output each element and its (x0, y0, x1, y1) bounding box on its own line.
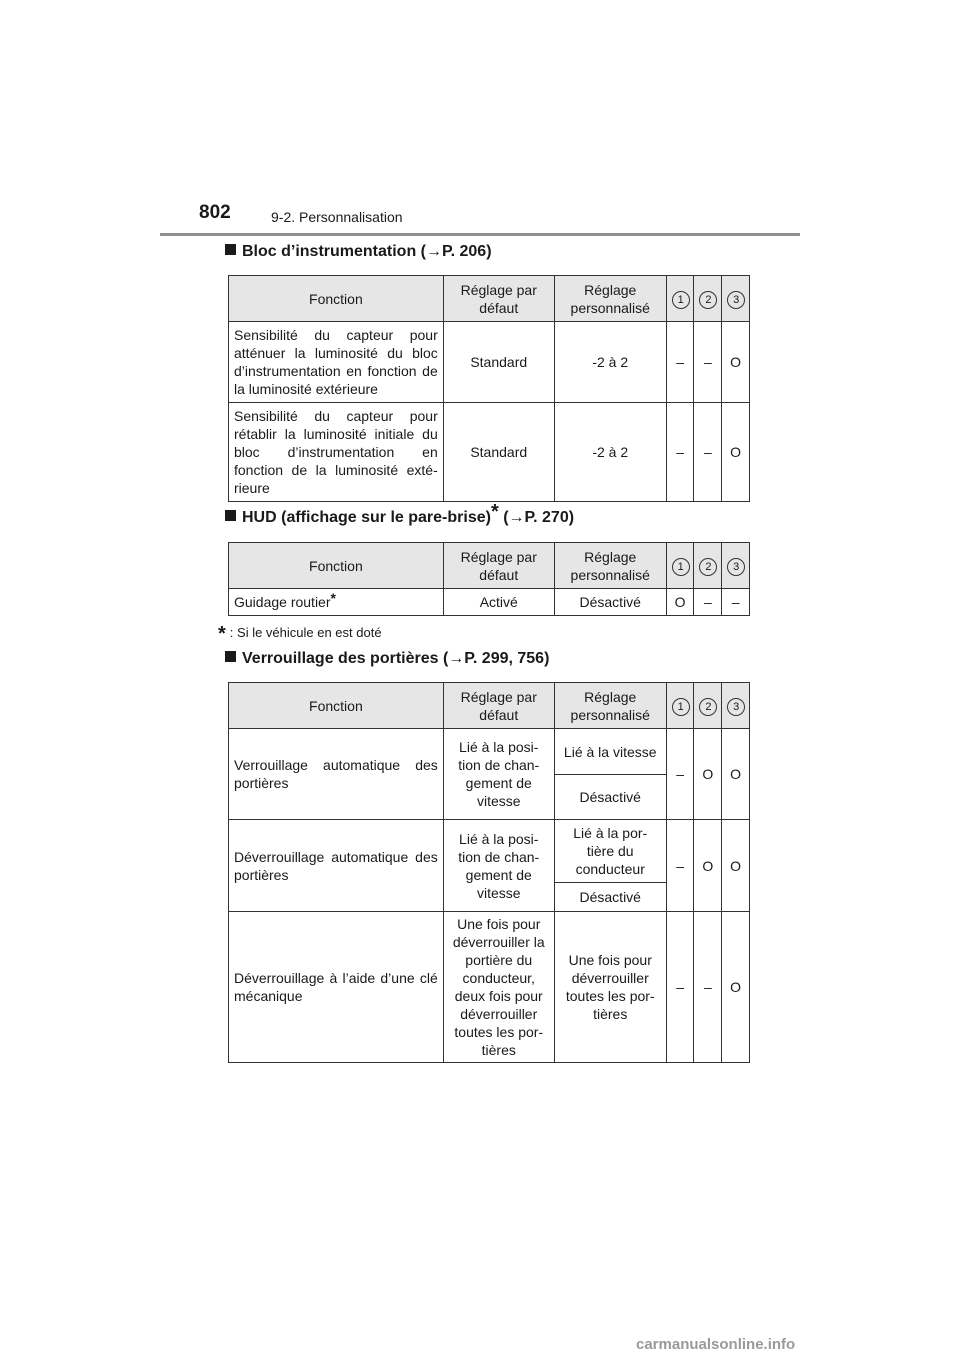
circled-number-2-icon: 2 (699, 558, 717, 576)
method-3-cell: O (722, 403, 750, 502)
header-rule (160, 233, 800, 236)
method-1-cell: – (666, 729, 694, 820)
table-row (229, 403, 750, 502)
table-row (229, 912, 750, 1063)
method-2-cell: O (694, 729, 722, 820)
table-row (229, 589, 750, 616)
circled-number-3-icon: 3 (727, 558, 745, 576)
method-2-cell: – (694, 322, 722, 403)
default-cell: Standard (443, 322, 554, 403)
asterisk-icon: * (490, 501, 499, 523)
column-header-2 (694, 683, 722, 729)
column-header-2 (694, 276, 722, 322)
column-header-default: Réglage par défaut (443, 276, 554, 322)
method-3-cell: O (722, 820, 750, 912)
page-number: 802 (199, 202, 231, 223)
method-1-cell: – (666, 912, 694, 1063)
method-3-cell: – (722, 589, 750, 616)
function-cell: Sensibilité du capteur pour atténuer la luminosité du bloc d’instrumentation en fonction de la luminosité extérieure (229, 322, 444, 403)
chapter-title: 9-2. Personnalisation (271, 209, 403, 225)
function-cell: Verrouillage automatique des portières (229, 729, 444, 820)
square-bullet-icon (225, 510, 236, 521)
watermark: carmanualsonline.info (636, 1336, 796, 1353)
section-heading-hud: HUD (affichage sur le pare-brise)* (→P. 270) (225, 509, 574, 527)
circled-number-2-icon: 2 (699, 698, 717, 716)
column-header-3 (722, 276, 750, 322)
asterisk-icon: * (330, 590, 336, 606)
section-heading-door-lock: Verrouillage des portières (→P. 299, 756) (225, 650, 549, 668)
column-header-1 (666, 276, 694, 322)
custom-cell: Une fois pour déverrouiller toutes les por-tières (554, 912, 666, 1063)
method-2-cell: – (694, 589, 722, 616)
square-bullet-icon (225, 244, 236, 255)
table-header-row (229, 543, 750, 589)
default-cell: Activé (443, 589, 554, 616)
column-header-function: Fonction (229, 276, 444, 322)
circled-number-3-icon: 3 (727, 698, 745, 716)
method-3-cell: O (722, 322, 750, 403)
column-header-default: Réglage par défaut (443, 543, 554, 589)
section-heading-instrument-cluster: Bloc d’instrumentation (→P. 206) (225, 243, 492, 261)
table-header-row (229, 683, 750, 729)
column-header-3 (722, 543, 750, 589)
default-cell: Standard (443, 403, 554, 502)
circled-number-1-icon: 1 (672, 698, 690, 716)
function-cell: Sensibilité du capteur pour rétablir la luminosité initiale du bloc d’instrumentation en fonction de la luminosité exté-rieure (229, 403, 444, 502)
page-reference-link[interactable]: P. 299, 756) (464, 650, 550, 667)
column-header-2 (694, 543, 722, 589)
table-row (229, 820, 750, 883)
method-2-cell: – (694, 403, 722, 502)
custom-cell: -2 à 2 (554, 322, 666, 403)
footnote: * : Si le véhicule en est doté (218, 623, 382, 645)
method-3-cell: O (722, 912, 750, 1063)
circled-number-3-icon: 3 (727, 291, 745, 309)
column-header-function: Fonction (229, 683, 444, 729)
custom-cell-alt: Désactivé (554, 775, 666, 820)
table-header-row (229, 276, 750, 322)
custom-cell-alt: Désactivé (554, 883, 666, 912)
function-cell: Déverrouillage automatique des portières (229, 820, 444, 912)
method-2-cell: – (694, 912, 722, 1063)
instrument-cluster-table (228, 275, 750, 502)
custom-cell: Lié à la por-tière du conducteur (554, 820, 666, 883)
column-header-1 (666, 543, 694, 589)
method-1-cell: O (666, 589, 694, 616)
function-cell: Déverrouillage à l’aide d’une clé mécanique (229, 912, 444, 1063)
column-header-1 (666, 683, 694, 729)
page-reference-link[interactable]: P. 206) (442, 243, 492, 260)
custom-cell: -2 à 2 (554, 403, 666, 502)
custom-cell: Lié à la vitesse (554, 729, 666, 775)
page-reference-link[interactable]: P. 270) (524, 509, 575, 526)
column-header-3 (722, 683, 750, 729)
column-header-custom: Réglage personnalisé (554, 276, 666, 322)
asterisk-icon: * (218, 623, 226, 645)
hud-table (228, 542, 750, 616)
method-1-cell: – (666, 820, 694, 912)
default-cell: Une fois pour déverrouiller la portière du conducteur, deux fois pour déverrouiller toutes les por-tières (443, 912, 554, 1063)
function-cell: Guidage routier* (229, 589, 444, 616)
table-row (229, 322, 750, 403)
method-2-cell: O (694, 820, 722, 912)
default-cell: Lié à la posi-tion de chan-gement de vitesse (443, 729, 554, 820)
circled-number-1-icon: 1 (672, 291, 690, 309)
column-header-function: Fonction (229, 543, 444, 589)
method-1-cell: – (666, 322, 694, 403)
method-1-cell: – (666, 403, 694, 502)
column-header-default: Réglage par défaut (443, 683, 554, 729)
default-cell: Lié à la posi-tion de chan-gement de vitesse (443, 820, 554, 912)
circled-number-1-icon: 1 (672, 558, 690, 576)
circled-number-2-icon: 2 (699, 291, 717, 309)
custom-cell: Désactivé (554, 589, 666, 616)
method-3-cell: O (722, 729, 750, 820)
square-bullet-icon (225, 651, 236, 662)
column-header-custom: Réglage personnalisé (554, 543, 666, 589)
column-header-custom: Réglage personnalisé (554, 683, 666, 729)
door-lock-table (228, 682, 750, 1063)
table-row (229, 729, 750, 775)
